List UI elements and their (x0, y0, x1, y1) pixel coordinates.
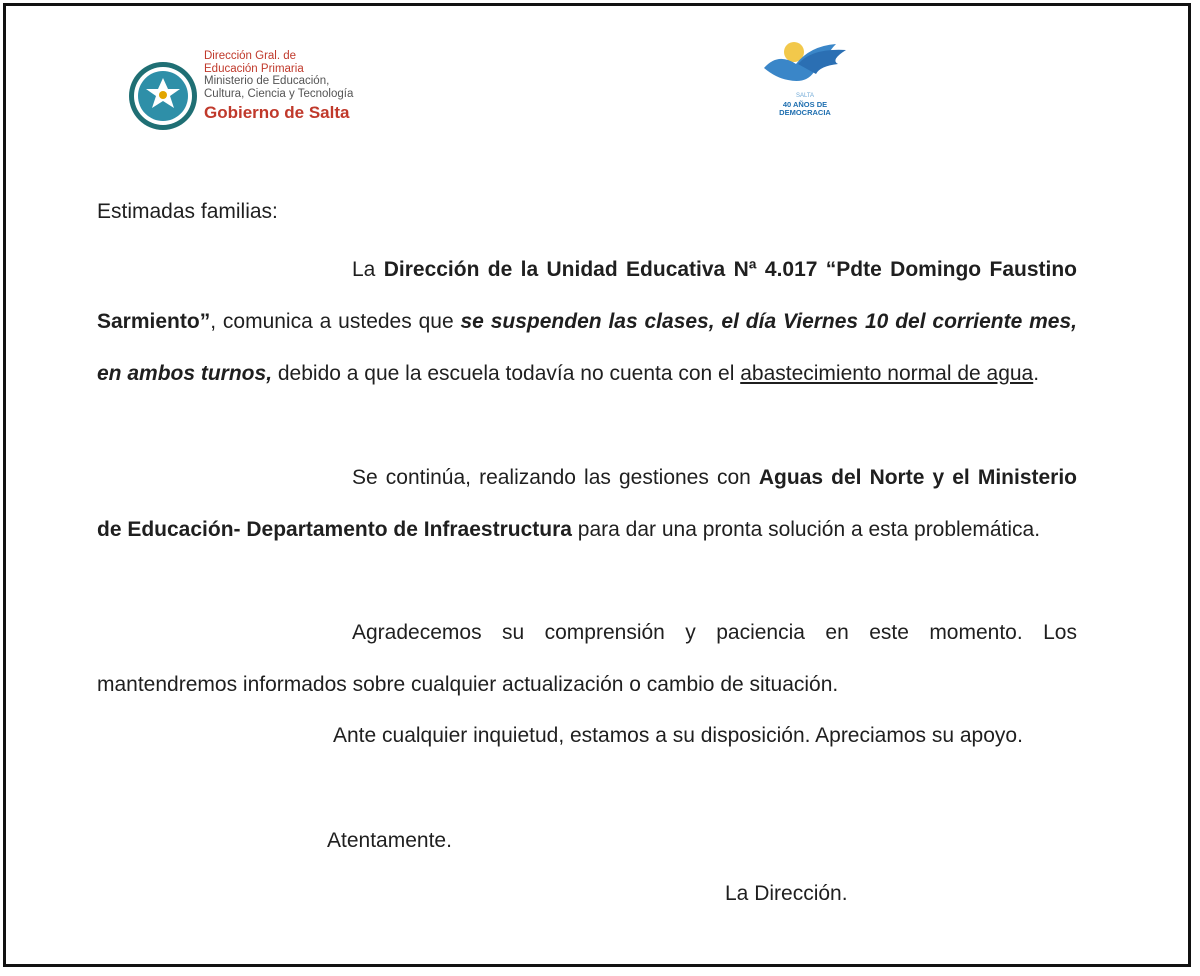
signature: La Dirección. (725, 882, 848, 905)
gov-line-1: Dirección Gral. de (204, 50, 297, 62)
p1-suspension-notice: se suspenden las clases, el día Viernes 10 del corriente mes, en ambos turnos, (97, 310, 1077, 385)
p1-water-supply: abastecimiento normal de agua (740, 362, 1034, 385)
closing: Atentamente. (327, 829, 452, 852)
paragraph-3: Agradecemos su comprensión y paciencia en este momento. Los mantendremos informados sobre cualquier actualización o cambio de situación. (97, 621, 1077, 696)
p2-text-2: para dar una pronta solución a esta problemática. (571, 518, 1041, 541)
salta-seal-icon (127, 60, 199, 132)
salutation: Estimadas familias: (97, 200, 278, 223)
gov-line-2: Educación Primaria (204, 62, 304, 75)
democracy-logo-text (758, 92, 852, 118)
government-header (204, 50, 444, 123)
gov-line-4: Cultura, Ciencia y Tecnología (204, 87, 354, 100)
paragraph-1 (97, 244, 1077, 400)
p1-school-name: Dirección de la Unidad Educativa Nª 4.017 “Pdte Domingo Faustino Sarmiento” (97, 258, 1077, 333)
government-name: Gobierno de Salta (204, 103, 350, 122)
p1-text-2: , comunica a ustedes que (210, 310, 461, 333)
demo-line-3: DEMOCRACIA (779, 108, 831, 117)
p1-text-3: debido a que la escuela todavía no cuenta con el (272, 362, 741, 385)
demo-line-2: 40 AÑOS DE (782, 99, 828, 109)
p1-text-1: La (352, 258, 384, 281)
p2-institutions: Aguas del Norte y el Ministerio de Educación- Departamento de Infraestructura (97, 466, 1078, 541)
paragraph-4: Ante cualquier inquietud, estamos a su disposición. Apreciamos su apoyo. (333, 724, 1023, 747)
p2-text-1: Se continúa, realizando las gestiones con (352, 466, 759, 489)
paragraph-2 (97, 452, 1077, 556)
demo-line-1: SALTA (795, 93, 815, 99)
p1-text-4: . (1033, 362, 1040, 385)
gov-line-3: Ministerio de Educación, (204, 75, 330, 87)
